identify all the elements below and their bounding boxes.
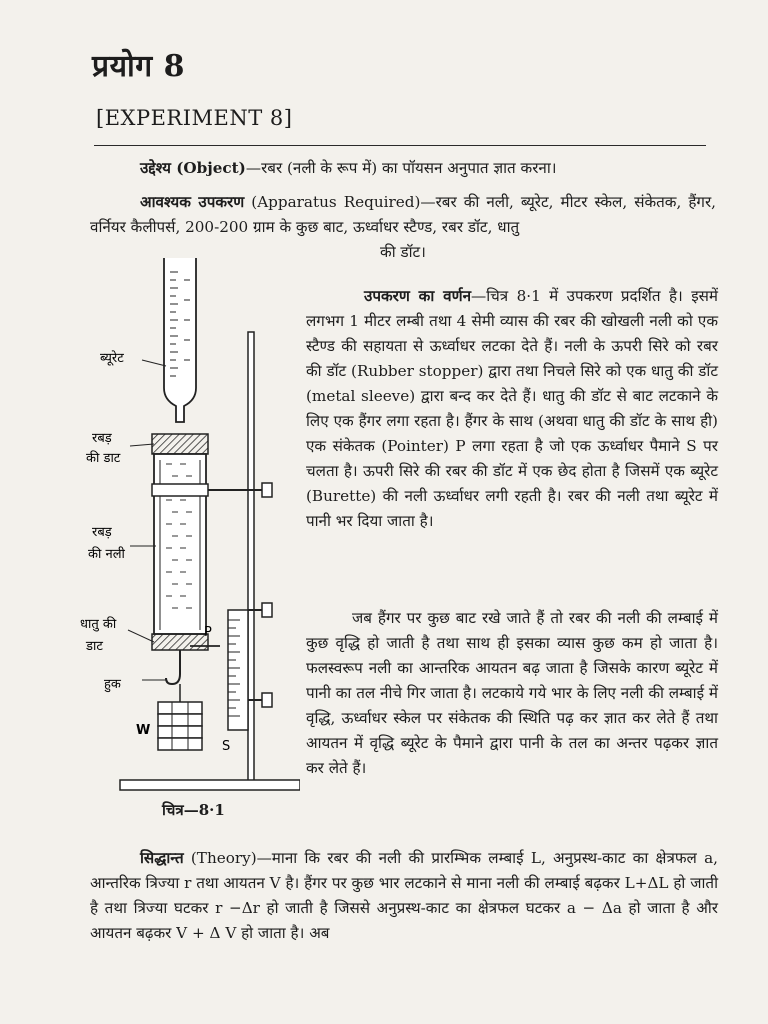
apparatus-label: आवश्यक उपकरण [140, 193, 245, 211]
theory-paragraph [90, 846, 718, 946]
theory-label: सिद्धान्त [140, 849, 184, 867]
apparatus-text: (Apparatus Required)—रबर की नली, ब्यूरेट, मीटर स्केल, संकेतक, हैंगर, वर्नियर कैलीपर्स, 200-200 ग्राम के कुछ बाट, ऊर्ध्वाधर स्टैण्ड, रबर डॉट, धातु [90, 193, 716, 236]
label-rubber-stopper-2: की डाट [86, 451, 121, 466]
rubber-stopper [152, 434, 208, 454]
stand-rod [248, 332, 254, 784]
label-rubber-tube-1: रबड़ [92, 525, 112, 540]
label-scale: S [222, 739, 231, 754]
apparatus-paragraph [90, 190, 716, 240]
object-label: उद्देश्य (Object) [140, 159, 246, 177]
stand-base [120, 780, 300, 790]
figure-caption: चित्र—8·1 [162, 801, 225, 819]
heading-divider [94, 145, 706, 146]
theory-text: (Theory)—माना कि रबर की नली की प्रारम्भिक लम्बाई L, अनुप्रस्थ-काट का क्षेत्रफल a, आन्तरिक त्रिज्या r तथा आयतन V है। हैंगर पर कुछ भार लटकाने से माना नली की लम्बाई बढ़कर L+ΔL हो जाती है तथा त्रिज्या घटकर r −Δr हो जाती है जिससे अनुप्रस्थ-काट का क्षेत्रफल घटकर a − Δa हो जाता है और आयतन बढ़कर V + Δ V हो जाता है। अब [90, 849, 718, 942]
metal-sleeve [152, 634, 208, 650]
label-weight: W [136, 723, 151, 738]
experiment-heading-english: [EXPERIMENT 8] [96, 106, 293, 130]
description-text: —चित्र 8·1 में उपकरण प्रदर्शित है। इसमें लगभग 1 मीटर लम्बी तथा 4 सेमी व्यास की रबर की खोखली नली को एक स्टैण्ड की सहायता से ऊर्ध्वाधर लटका देते हैं। नली के ऊपरी सिरे को रबर की डॉट (Rubber stopper) द्वारा तथा निचले सिरे को एक धातु की डॉट (metal sleeve) द्वारा बन्द कर देते हैं। धातु की डॉट से बाट लटकाने के लिए एक हैंगर लगा रहता है। हैंगर के साथ (अथवा धातु की डॉट के साथ ही) एक संकेतक (Pointer) P लगा रहता है जो एक ऊर्ध्वाधर पैमाने S पर चलता है। ऊपरी सिरे की रबर की डॉट में एक छेद होता है जिसमें एक ब्यूरेट (Burette) की नली ऊर्ध्वाधर लगी रहती है। रबर की नली तथा ब्यूरेट में पानी भर दिया जाता है। [306, 287, 718, 530]
apparatus-last-line: की डॉट। [380, 243, 426, 261]
description-paragraph [306, 284, 718, 534]
object-paragraph [140, 156, 720, 181]
rubber-tube [154, 454, 206, 634]
apparatus-figure [80, 250, 300, 830]
hook [166, 650, 180, 684]
description-paragraph-2: जब हैंगर पर कुछ बाट रखे जाते हैं तो रबर की नली की लम्बाई में कुछ वृद्धि हो जाती है तथा साथ ही इसका व्यास कुछ कम हो जाता है। फलस्वरूप नली का आन्तरिक आयतन बढ़ जाता है जिसके कारण ब्यूरेट में पानी का तल नीचे गिर जाता है। लटकाये गये भार के लिए नली की लम्बाई में वृद्धि, ऊर्ध्वाधर स्केल पर संकेतक की स्थिति पढ़ कर ज्ञात कर लेते हैं तथा आयतन में वृद्धि ब्यूरेट के पैमाने द्वारा पानी के तल का अन्तर पढ़कर ज्ञात कर लेते हैं। [306, 609, 718, 777]
weight-stack [158, 684, 202, 750]
label-hook: हुक [104, 677, 121, 692]
label-metal-sleeve-2: डाट [86, 639, 103, 654]
description-label: उपकरण का वर्णन [364, 287, 472, 305]
experiment-heading-hindi: प्रयोग 8 [92, 49, 185, 84]
label-rubber-tube-2: की नली [88, 547, 125, 562]
object-text: —रबर (नली के रूप में) का पॉयसन अनुपात ज्ञात करना। [245, 159, 557, 177]
label-burette: ब्यूरेट [100, 351, 124, 366]
burette [164, 258, 196, 422]
label-rubber-stopper-1: रबड़ [92, 431, 112, 446]
label-metal-sleeve-1: धातु की [80, 617, 117, 632]
label-pointer: P [204, 625, 212, 640]
